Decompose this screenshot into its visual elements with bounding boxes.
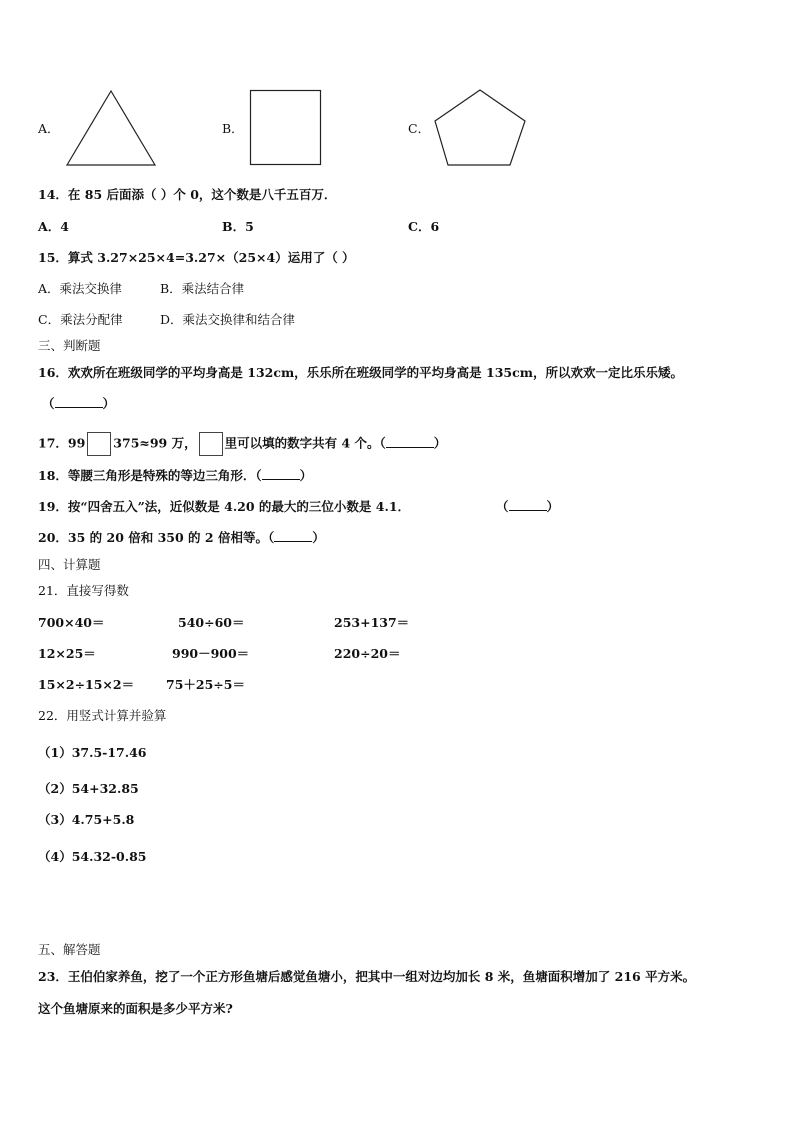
q21-item: 220÷20＝ — [334, 646, 401, 661]
section-4-heading: 四、计算题 — [38, 557, 101, 572]
q22-item: （1）37.5-17.46 — [38, 745, 147, 760]
q22-item: （4）54.32-0.85 — [38, 849, 147, 864]
q14-stem: 14．在 85 后面添（ ）个 0，这个数是八千五百万． — [38, 187, 337, 202]
q16-open-paren: （ — [42, 396, 55, 411]
q16-stem: 16．欢欢所在班级同学的平均身高是 132cm，乐乐所在班级同学的平均身高是 135cm，所以欢欢一定比乐乐矮。 — [38, 365, 683, 380]
option-a-label: A． — [38, 121, 60, 136]
q17-line — [38, 432, 446, 456]
q23-line-2: 这个鱼塘原来的面积是多少平方米? — [38, 1001, 233, 1016]
option-b-label: B． — [222, 121, 244, 136]
q15-option-d: D．乘法交换律和结合律 — [160, 312, 296, 327]
q20-close-paren: ） — [312, 530, 325, 545]
q15-option-c: C．乘法分配律 — [38, 312, 123, 327]
q21-item: 75＋25÷5＝ — [166, 677, 245, 692]
q17-part1: 17．99 — [38, 435, 86, 451]
q21-item: 700×40＝ — [38, 615, 105, 630]
q17-close-paren: ） — [433, 435, 447, 451]
q14-option-b: B．5 — [222, 219, 254, 234]
option-c-label: C． — [408, 121, 431, 136]
q14-option-a: A．4 — [38, 219, 69, 234]
q18-close-paren: ） — [299, 468, 313, 483]
q21-item: 12×25＝ — [38, 646, 96, 661]
q21-item: 540÷60＝ — [178, 615, 245, 630]
q15-option-b: B．乘法结合律 — [160, 281, 245, 296]
q17-digit-box-1[interactable] — [87, 432, 111, 456]
q16-answer-blank[interactable] — [55, 397, 103, 408]
square-figure — [249, 89, 323, 167]
q19-close-paren: ） — [546, 499, 560, 514]
q22-stem: 22．用竖式计算并验算 — [38, 708, 167, 723]
q22-item: （3）4.75+5.8 — [38, 812, 135, 827]
q21-item: 15×2÷15×2＝ — [38, 677, 135, 692]
pentagon-figure — [432, 88, 528, 168]
q21-item: 990－900＝ — [172, 646, 250, 661]
q19-answer — [496, 499, 559, 515]
q16-close-paren: ） — [102, 396, 116, 411]
q19-answer-blank[interactable] — [509, 500, 547, 511]
q21-stem: 21．直接写得数 — [38, 583, 129, 598]
q20-stem: 20．35 的 20 倍和 350 的 2 倍相等。（ — [38, 530, 275, 545]
q16-answer — [42, 396, 115, 412]
q17-digit-box-2[interactable] — [199, 432, 223, 456]
section-3-heading: 三、判断题 — [38, 338, 101, 353]
section-5-heading: 五、解答题 — [38, 942, 101, 957]
q20-answer-blank[interactable] — [274, 531, 312, 542]
q15-stem: 15．算式 3.27×25×4=3.27×（25×4）运用了（ ） — [38, 250, 355, 265]
q17-part3: 里可以填的数字共有 4 个。（ — [224, 435, 386, 451]
q19-open-paren: （ — [496, 499, 509, 514]
q18-answer-blank[interactable] — [262, 469, 300, 480]
q15-option-a: A．乘法交换律 — [38, 281, 123, 296]
q23-line-1: 23．王伯伯家养鱼，挖了一个正方形鱼塘后感觉鱼塘小，把其中一组对边均加长 8 米，鱼塘面积增加了 216 平方米。 — [38, 969, 696, 984]
q18-stem: 18．等腰三角形是特殊的等边三角形．（ — [38, 468, 262, 483]
q19-stem: 19．按“四舍五入”法，近似数是 4.20 的最大的三位小数是 4.1． — [38, 499, 411, 514]
q18-line — [38, 468, 312, 484]
triangle-figure — [64, 89, 158, 167]
q21-item: 253+137＝ — [334, 615, 410, 630]
q17-answer-blank[interactable] — [386, 437, 434, 448]
q17-part2: 375≈99 万， — [113, 435, 197, 451]
q14-option-c: C．6 — [408, 219, 440, 234]
q22-item: （2）54+32.85 — [38, 781, 139, 796]
q20-line — [38, 530, 325, 546]
